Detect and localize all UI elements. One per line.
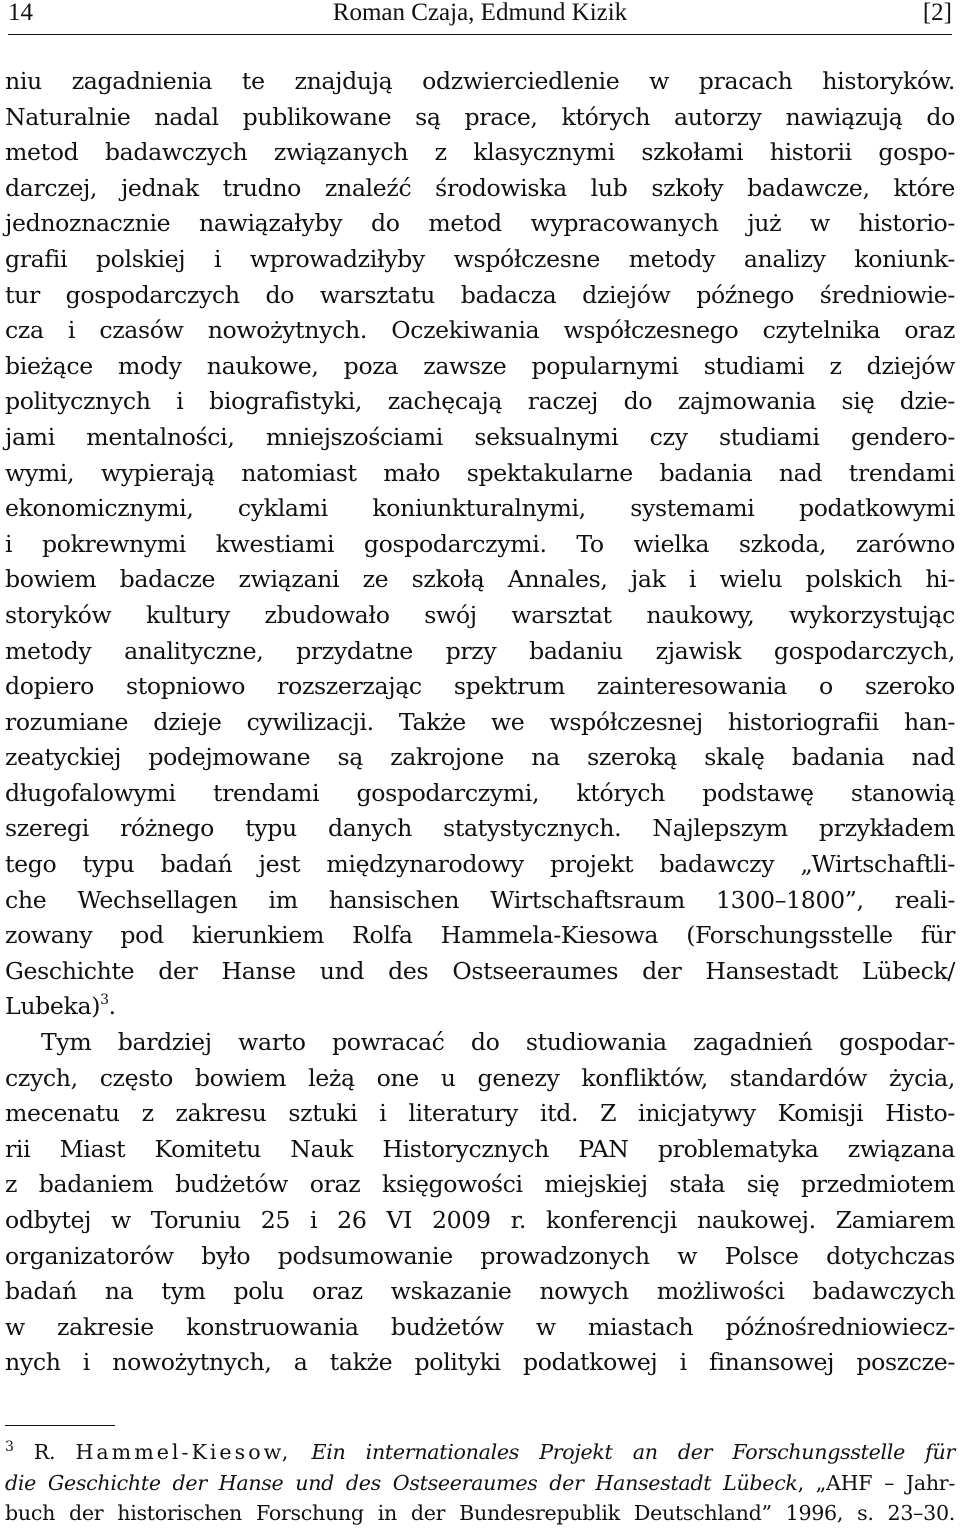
- text-line: metod badawczych związanych z klasycznymi szkołami historii gospo-: [5, 138, 955, 167]
- text-line: w zakresie konstruowania budżetów w miastach późnośredniowiecz-: [5, 1312, 955, 1341]
- text-line: zowany pod kierunkiem Rolfa Hammela-Kiesowa (Forschungsstelle für: [5, 921, 955, 950]
- text-line: Naturalnie nadal publikowane są prace, których autorzy nawiązują do: [5, 102, 955, 131]
- text-line: rii Miast Komitetu Nauk Historycznych PAN problematyka związana: [5, 1134, 955, 1163]
- text-line: odbytej w Toruniu 25 i 26 VI 2009 r. konferencji naukowej. Zamiarem: [5, 1206, 955, 1234]
- text-line: tur gospodarczych do warsztatu badacza dziejów późnego średniowie-: [5, 280, 955, 309]
- paragraph-2: [5, 1025, 955, 1381]
- section-number: [2]: [922, 0, 952, 26]
- text-line: niu zagadnienia te znajdują odzwierciedlenie w pracach historyków.: [5, 67, 955, 95]
- footnote-title-part2: die Geschichte der Hanse und des Ostseeraumes der Hansestadt Lübeck: [5, 1470, 798, 1495]
- text-line: zeatyckiej podejmowane są zakrojone na szeroką skalę badania nad: [5, 743, 955, 772]
- text-line: Tym bardziej warto powracać do studiowania zagadnień gospodar-: [41, 1028, 955, 1057]
- text-line: politycznych i biografistyki, zachęcają raczej do zajmowania się dzie-: [5, 387, 955, 416]
- text-line: czych, często bowiem leżą one u genezy konfliktów, standardów życia,: [5, 1063, 955, 1092]
- footnote-line-2: [5, 1468, 955, 1499]
- text-line: bowiem badacze związani ze szkołą Annales, jak i wielu polskich hi-: [5, 565, 955, 594]
- last-line-text: Lubeka): [5, 992, 101, 1021]
- footnote-line-3: [5, 1498, 955, 1529]
- page-number: 14: [8, 0, 33, 26]
- footnote-author-name: Hammel-Kiesow,: [75, 1440, 292, 1464]
- text-line: Geschichte der Hanse und des Ostseeraumes der Hansestadt Lübeck/: [5, 956, 955, 985]
- paragraph-1: [5, 64, 955, 989]
- text-line: badań na tym polu oraz wskazanie nowych możliwości badawczych: [5, 1277, 955, 1306]
- footnote-reference[interactable]: 3: [100, 992, 109, 1009]
- main-text: [5, 64, 955, 1381]
- running-head-authors: Roman Czaja, Edmund Kizik: [332, 0, 628, 26]
- text-line: tego typu badań jest międzynarodowy projekt badawczy „Wirtschaftli-: [5, 850, 955, 879]
- footnote-line-3-text: buch der historischen Forschung in der Bundesrepublik Deutschland” 1996, s. 23–30.: [5, 1501, 955, 1525]
- footnote-journal: , „AHF – Jahr-: [797, 1470, 955, 1495]
- footnote-author-initial: R.: [33, 1440, 56, 1464]
- text-line: metody analityczne, przydatne przy badaniu zjawisk gospodarczych,: [5, 636, 955, 665]
- text-line: jami mentalności, mniejszościami seksualnymi czy studiami gendero-: [5, 422, 955, 451]
- text-line: che Wechsellagen im hansischen Wirtschaftsraum 1300–1800”, reali-: [5, 885, 955, 914]
- footnote-title-part1: Ein internationales Projekt an der Forschungsstelle für: [311, 1440, 955, 1464]
- text-line: ekonomicznymi, cyklami koniunkturalnymi, systemami podatkowymi: [5, 494, 955, 523]
- running-header: [8, 0, 952, 35]
- text-line: grafii polskiej i wprowadziłyby współczesne metody analizy koniunk-: [5, 244, 955, 273]
- text-line: i pokrewnymi kwestiami gospodarczymi. To wielka szkoda, zarówno: [5, 529, 955, 558]
- text-line: dopiero stopniowo rozszerzając spektrum zainteresowania o szeroko: [5, 672, 955, 701]
- text-line: darczej, jednak trudno znaleźć środowiska lub szkoły badawcze, które: [5, 173, 955, 202]
- footnote-mark: 3: [5, 1439, 14, 1455]
- text-line: szeregi różnego typu danych statystycznych. Najlepszym przykładem: [5, 814, 955, 843]
- text-line: organizatorów było podsumowanie prowadzonych w Polsce dotychczas: [5, 1241, 955, 1270]
- text-line: długofalowymi trendami gospodarczymi, których podstawę stanowią: [5, 778, 955, 807]
- paragraph-1-last-line: [5, 989, 955, 1025]
- text-line: nych i nowożytnych, a także polityki podatkowej i finansowej poszcze-: [5, 1348, 955, 1377]
- text-line: mecenatu z zakresu sztuki i literatury itd. Z inicjatywy Komisji Histo-: [5, 1099, 955, 1128]
- text-line: cza i czasów nowożytnych. Oczekiwania współczesnego czytelnika oraz: [5, 316, 955, 345]
- last-line-period: .: [108, 992, 116, 1021]
- text-line: z badaniem budżetów oraz księgowości miejskiej stała się przedmiotem: [5, 1170, 955, 1199]
- text-line: storyków kultury zbudowało swój warsztat naukowy, wykorzystując: [5, 600, 955, 629]
- footnote-separator: [5, 1425, 115, 1426]
- text-line: bieżące mody naukowe, poza zawsze popularnymi studiami z dziejów: [5, 351, 955, 380]
- footnote-line-1: [5, 1437, 955, 1468]
- text-line: jednoznacznie nawiązałyby do metod wypracowanych już w historio-: [5, 209, 955, 238]
- text-line: wymi, wypierają natomiast mało spektakularne badania nad trendami: [5, 458, 955, 487]
- text-line: rozumiane dzieje cywilizacji. Także we współczesnej historiografii han-: [5, 707, 955, 736]
- footnote: [5, 1437, 955, 1529]
